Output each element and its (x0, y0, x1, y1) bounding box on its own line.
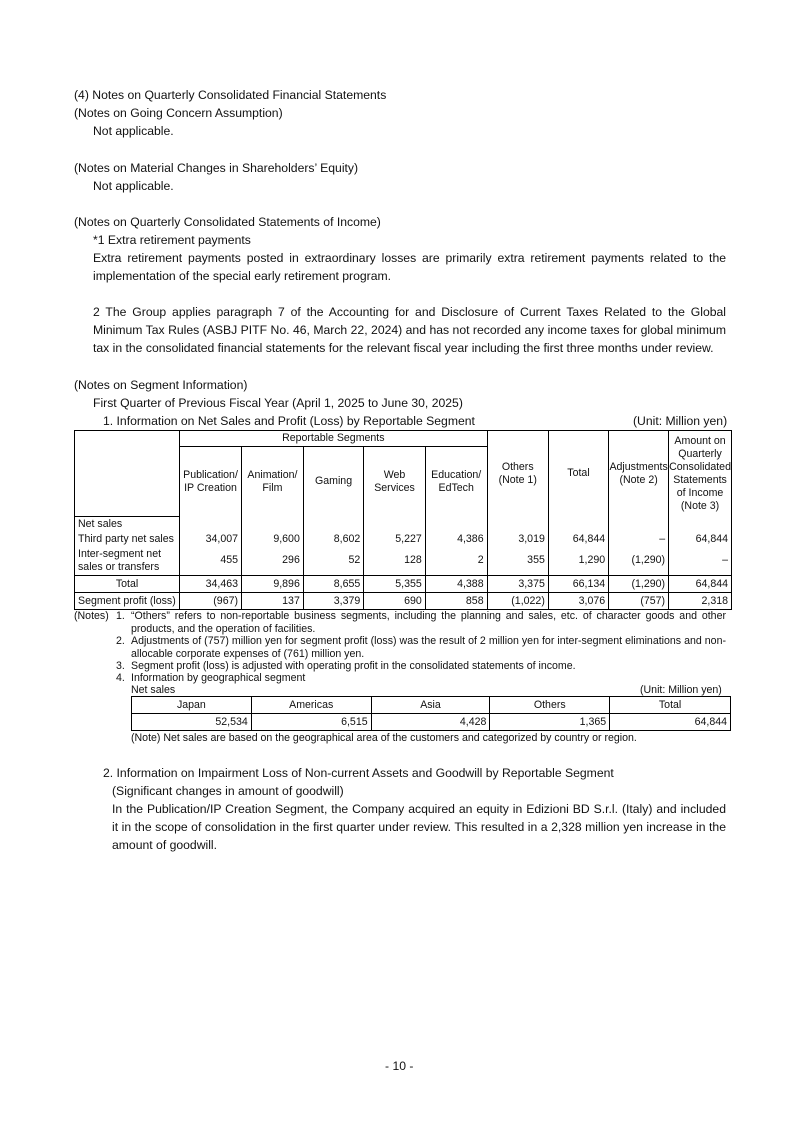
cell: 858 (425, 593, 487, 610)
cell: 8,602 (303, 532, 363, 547)
cell: 9,600 (242, 532, 304, 547)
note-number: 1. (116, 610, 125, 622)
goodwill-body: In the Publication/IP Creation Segment, the Company acquired an equity in Edizioni BD S.r.l. (Italy) and included it in the scope of consolidation in the first quarter under review. This resulted in a 2,328 million yen increase in the amount of goodwill. (112, 802, 726, 852)
going-concern-title: (Notes on Going Concern Assumption) (74, 106, 283, 120)
cell: 4,386 (425, 532, 487, 547)
cell: 690 (364, 593, 426, 610)
cell: 52,534 (132, 714, 252, 731)
col-header-web: Web Services (364, 447, 426, 517)
segment-subheading-1: 1. Information on Net Sales and Profit (Loss) by Reportable Segment (103, 414, 475, 428)
segment-subheading-2: 2. Information on Impairment Loss of Non-current Assets and Goodwill by Reportable Segment (103, 766, 614, 780)
cell: 1,290 (548, 547, 608, 576)
cell: (1,022) (487, 593, 548, 610)
geo-table (131, 696, 731, 731)
income-item2-body: 2 The Group applies paragraph 7 of the Accounting for and Disclosure of Current Taxes Related to the Global Minimum Tax Rules (ASBJ PITF No. 46, March 22, 2024) and has not recorded any income taxes for global minimum tax in the consolidated financial statements for the relevant fiscal year including the first three months under review. (93, 305, 726, 355)
geo-col-total: Total (610, 697, 731, 714)
col-header-consolidated: Amount on Quarterly Consolidated Statements of Income (Note 3) (669, 431, 732, 517)
note-1-text: “Others” refers to non-reportable business segments, including the planning and sales, etc. of character goods and other products, and the operation of facilities. (131, 610, 726, 635)
cell: 1,365 (490, 714, 610, 731)
cell: (1,290) (609, 576, 669, 593)
row-label: Inter-segment net sales or transfers (75, 547, 180, 576)
col-header-adjustments: Adjustments (Note 2) (609, 431, 669, 517)
table-row (75, 593, 732, 610)
cell: 66,134 (548, 576, 608, 593)
income-item1-title: *1 Extra retirement payments (93, 233, 251, 247)
cell: 2,318 (669, 593, 732, 610)
col-header-gaming: Gaming (303, 447, 363, 517)
cell: 4,428 (371, 714, 490, 731)
geo-col-asia: Asia (371, 697, 490, 714)
note-number: 3. (116, 660, 125, 672)
cell: 3,076 (548, 593, 608, 610)
cell: 64,844 (548, 532, 608, 547)
cell: 52 (303, 547, 363, 576)
cell: 3,375 (487, 576, 548, 593)
geo-col-others: Others (490, 697, 610, 714)
cell: 64,844 (610, 714, 731, 731)
table-row (75, 576, 732, 593)
segment-period: First Quarter of Previous Fiscal Year (April 1, 2025 to June 30, 2025) (93, 396, 463, 410)
cell: 64,844 (669, 576, 732, 593)
cell: 128 (364, 547, 426, 576)
cell: 355 (487, 547, 548, 576)
col-header-education: Education/ EdTech (425, 447, 487, 517)
notes-label: (Notes) (74, 610, 109, 622)
row-label: Third party net sales (75, 532, 180, 547)
table-row (132, 714, 731, 731)
geo-label: Net sales (131, 684, 176, 696)
col-header-total: Total (548, 431, 608, 517)
note-2-text: Adjustments of (757) million yen for segment profit (loss) was the result of 2 million yen for inter-segment eliminations and non-allocable corporate expenses of (761) million yen. (131, 635, 726, 660)
table-corner (75, 431, 180, 517)
cell: (1,290) (609, 547, 669, 576)
cell: 5,355 (364, 576, 426, 593)
cell: 8,655 (303, 576, 363, 593)
group-header: Reportable Segments (180, 431, 488, 447)
cell: 296 (242, 547, 304, 576)
segment-unit: (Unit: Million yen) (633, 414, 728, 428)
cell: 3,379 (303, 593, 363, 610)
income-title: (Notes on Quarterly Consolidated Statements of Income) (74, 215, 381, 229)
cell: 64,844 (669, 532, 732, 547)
income-item1-body: Extra retirement payments posted in extraordinary losses are primarily extra retirement payments related to the implementation of the special early retirement program. (93, 251, 726, 283)
col-header-animation: Animation/ Film (242, 447, 304, 517)
cell: 3,019 (487, 532, 548, 547)
cell: 34,463 (180, 576, 242, 593)
row-label-net-sales: Net sales (75, 517, 180, 532)
cell: – (669, 547, 732, 576)
cell: (967) (180, 593, 242, 610)
geo-col-americas: Americas (251, 697, 371, 714)
table-row (75, 547, 732, 576)
cell: – (609, 532, 669, 547)
row-label: Total (75, 576, 180, 593)
note-4-text: Information by geographical segment (131, 672, 306, 684)
segment-table (74, 430, 732, 610)
cell: 34,007 (180, 532, 242, 547)
goodwill-title: (Significant changes in amount of goodwill) (112, 784, 344, 798)
geo-unit: (Unit: Million yen) (640, 684, 722, 696)
cell: 6,515 (251, 714, 371, 731)
note-3-text: Segment profit (loss) is adjusted with operating profit in the consolidated statements of income. (131, 660, 576, 672)
cell: 455 (180, 547, 242, 576)
row-label: Segment profit (loss) (75, 593, 180, 610)
geo-note: (Note) Net sales are based on the geographical area of the customers and categorized by country or region. (131, 732, 637, 744)
cell: 9,896 (242, 576, 304, 593)
page-number: - 10 - (385, 1059, 414, 1073)
cell: 137 (242, 593, 304, 610)
note-number: 4. (116, 672, 125, 684)
cell: 5,227 (364, 532, 426, 547)
geo-col-japan: Japan (132, 697, 252, 714)
note-number: 2. (116, 635, 125, 647)
going-concern-body: Not applicable. (93, 124, 174, 138)
section-heading: (4) Notes on Quarterly Consolidated Financial Statements (74, 88, 387, 102)
col-header-others: Others (Note 1) (487, 431, 548, 517)
cell: 4,388 (425, 576, 487, 593)
equity-title: (Notes on Material Changes in Shareholders’ Equity) (74, 161, 359, 175)
cell: 2 (425, 547, 487, 576)
cell: (757) (609, 593, 669, 610)
col-header-publication: Publication/ IP Creation (180, 447, 242, 517)
segment-title: (Notes on Segment Information) (74, 378, 248, 392)
table-row (75, 532, 732, 547)
equity-body: Not applicable. (93, 179, 174, 193)
